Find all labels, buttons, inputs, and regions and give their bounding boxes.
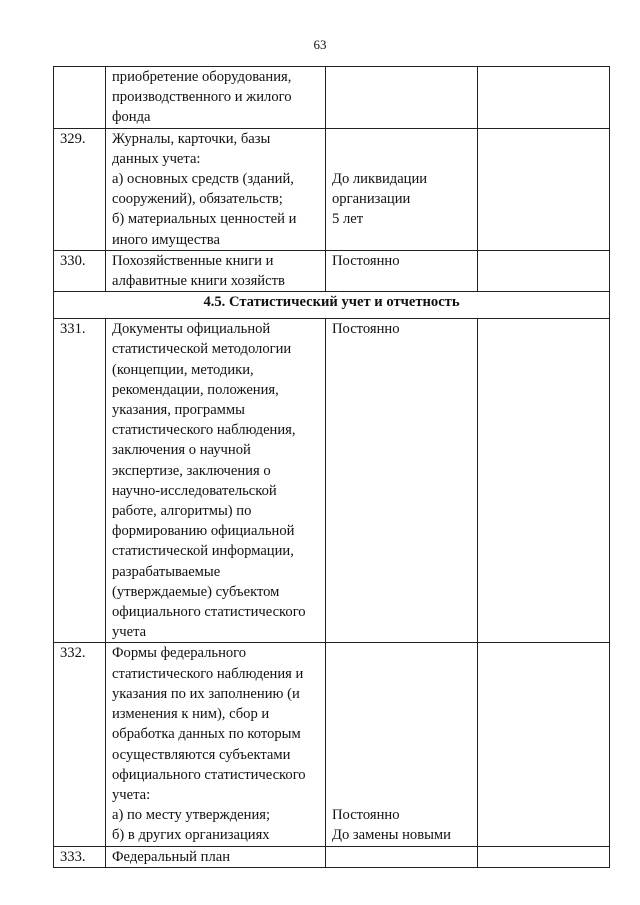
note-cell xyxy=(478,250,610,291)
term-line: организации xyxy=(332,191,411,208)
description-line: официального статистического xyxy=(112,766,306,783)
description-line: алфавитные книги хозяйств xyxy=(112,273,285,290)
retention-term xyxy=(326,250,478,291)
term-line: Постоянно xyxy=(332,807,400,824)
term-line xyxy=(332,765,471,785)
row-number: 331. xyxy=(54,319,106,643)
description-line: иного имущества xyxy=(112,231,220,248)
term-line xyxy=(332,724,471,744)
table-body xyxy=(54,67,610,868)
record-description xyxy=(106,319,326,643)
description-line: разрабатываемые xyxy=(112,563,221,580)
retention-term xyxy=(326,128,478,250)
term-line xyxy=(332,704,471,724)
retention-term xyxy=(326,67,478,129)
record-description xyxy=(106,643,326,846)
record-description xyxy=(106,250,326,291)
note-cell xyxy=(478,128,610,250)
term-line: 5 лет xyxy=(332,211,364,228)
note-cell xyxy=(478,643,610,846)
description-line: статистического наблюдения и xyxy=(112,665,304,682)
term-line xyxy=(332,643,471,663)
table-row xyxy=(54,67,610,129)
section-heading: 4.5. Статистический учет и отчетность xyxy=(54,292,610,319)
table-row xyxy=(54,250,610,291)
description-line: статистической информации, xyxy=(112,543,294,560)
note-cell xyxy=(478,67,610,129)
description-line: рекомендации, положения, xyxy=(112,381,279,398)
table-row xyxy=(54,846,610,867)
description-line: указания, программы xyxy=(112,402,245,419)
description-line: научно-исследовательской xyxy=(112,482,277,499)
term-line xyxy=(332,684,471,704)
description-line: Федеральный план xyxy=(112,848,231,865)
term-line xyxy=(332,785,471,805)
description-line: Журналы, карточки, базы xyxy=(112,130,271,147)
description-line: а) основных средств (зданий, xyxy=(112,171,294,188)
retention-term xyxy=(326,319,478,643)
term-line xyxy=(332,129,471,149)
row-number: 330. xyxy=(54,250,106,291)
description-line: Формы федерального xyxy=(112,645,247,662)
description-line: осуществляются субъектами xyxy=(112,746,291,763)
records-table xyxy=(53,66,610,868)
record-description xyxy=(106,67,326,129)
table-row xyxy=(54,643,610,846)
row-number: 329. xyxy=(54,128,106,250)
description-line: б) в других организациях xyxy=(112,827,270,844)
note-cell xyxy=(478,319,610,643)
description-line: приобретение оборудования, xyxy=(112,69,292,85)
description-line: производственного и жилого xyxy=(112,89,292,106)
page-number: 63 xyxy=(313,37,327,52)
term-line xyxy=(332,230,471,250)
description-line: учета: xyxy=(112,786,151,803)
description-line: официального статистического xyxy=(112,604,306,621)
term-line xyxy=(332,664,471,684)
description-line: а) по месту утверждения; xyxy=(112,807,271,824)
description-line: (утверждаемые) субъектом xyxy=(112,583,280,600)
term-line xyxy=(332,149,471,169)
retention-term xyxy=(326,643,478,846)
description-line: статистического наблюдения, xyxy=(112,422,296,439)
table-row xyxy=(54,319,610,643)
description-line: работе, алгоритмы) по xyxy=(112,503,252,520)
description-line: изменения к ним), сбор и xyxy=(112,706,270,723)
term-line: До ликвидации xyxy=(332,171,428,188)
table-row xyxy=(54,128,610,250)
description-line: данных учета: xyxy=(112,150,201,167)
record-description xyxy=(106,846,326,867)
description-line: (концепции, методики, xyxy=(112,361,254,378)
description-line: б) материальных ценностей и xyxy=(112,211,297,228)
term-line: До замены новыми xyxy=(332,827,451,844)
description-line: учета xyxy=(112,624,147,641)
description-line: фонда xyxy=(112,109,151,126)
row-number: 333. xyxy=(54,846,106,867)
description-line: формированию официальной xyxy=(112,523,295,540)
row-number xyxy=(54,67,106,129)
term-line: Постоянно xyxy=(332,321,400,338)
description-line: обработка данных по которым xyxy=(112,726,301,743)
description-line: Документы официальной xyxy=(112,321,271,338)
record-description xyxy=(106,128,326,250)
description-line: Похозяйственные книги и xyxy=(112,252,274,269)
term-line: Постоянно xyxy=(332,252,400,269)
section-row xyxy=(54,292,610,319)
term-line xyxy=(332,745,471,765)
description-line: указания по их заполнению (и xyxy=(112,685,300,702)
description-line: статистической методологии xyxy=(112,341,292,358)
row-number: 332. xyxy=(54,643,106,846)
description-line: сооружений), обязательств; xyxy=(112,191,283,208)
description-line: заключения о научной xyxy=(112,442,251,459)
description-line: экспертизе, заключения о xyxy=(112,462,271,479)
retention-term xyxy=(326,846,478,867)
note-cell xyxy=(478,846,610,867)
